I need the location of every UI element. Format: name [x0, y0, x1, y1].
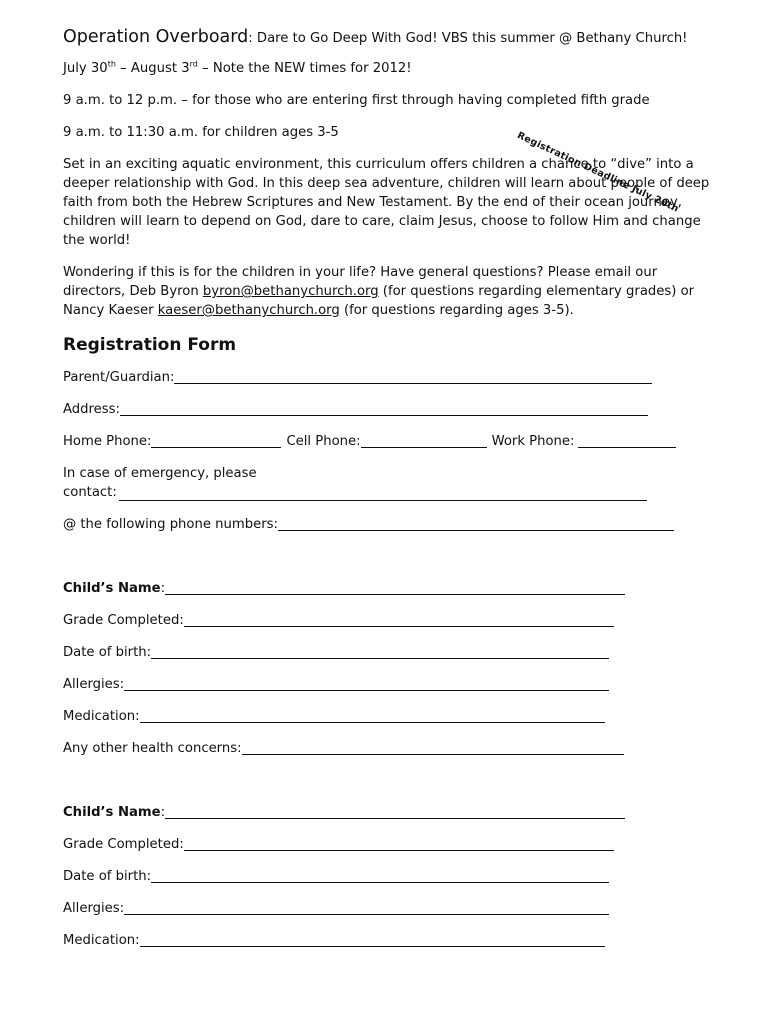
curriculum-description: Set in an exciting aquatic environment, this curriculum offers children a chance to “dive” into a deeper relationship with God. In this deep sea adventure, children will learn about people of deep faith from both the Hebrew Scriptures and New Testament. By the end of their ocean journey, children will learn to depend on God, dare to care, claim Jesus, choose to follow Him and change the world! [63, 157, 710, 248]
event-dates: July 30th – August 3rd – Note the NEW times for 2012! [63, 59, 412, 76]
child-1-health-label: Any other health concerns: [63, 741, 242, 756]
child-1-name-row: Child’s Name : [63, 579, 713, 598]
child-1-name-field[interactable] [165, 580, 625, 595]
child-2-name-row: Child’s Name : [63, 803, 713, 822]
contact-paragraph: Wondering if this is for the children in your life? Have general questions? Please email our directors, Deb Byron byron@bethanychurch.org (for questions regarding elementary grades) or Nancy Kaeser kaeser@bethanychurch.org (for questions regarding ages 3-5). [63, 265, 695, 318]
emergency-contact-label: In case of emergency, please contact: [63, 466, 257, 500]
emergency-contact-field[interactable] [119, 486, 647, 501]
child-2-medication-row [63, 931, 713, 950]
child-1-medication-label: Medication: [63, 709, 140, 724]
home-phone-field[interactable] [151, 433, 281, 448]
phones-row [63, 432, 713, 451]
address-label: Address: [63, 402, 120, 417]
work-phone-field[interactable] [578, 433, 676, 448]
child-1-dob-label: Date of birth: [63, 645, 152, 660]
child-1-grade-field[interactable] [184, 612, 614, 627]
phone-numbers-label: @ the following phone numbers: [63, 517, 278, 532]
child-2-dob-label: Date of birth: [63, 869, 152, 884]
child-1-health-field[interactable] [242, 740, 624, 755]
child-1-dob-field[interactable] [151, 644, 609, 659]
child-2-allergies-row [63, 899, 713, 918]
child-1-grade-row [63, 611, 713, 630]
child-2-medication-label: Medication: [63, 933, 140, 948]
event-tagline: : Dare to Go Deep With God! VBS this summer @ Bethany Church! [248, 31, 688, 46]
child-2-dob-field[interactable] [151, 868, 609, 883]
event-name: Operation Overboard [63, 27, 249, 47]
vbs-flyer-page [63, 28, 713, 963]
child-2-allergies-field[interactable] [124, 900, 609, 915]
child-1-section [63, 579, 713, 758]
email-link-byron[interactable]: byron@bethanychurch.org [202, 284, 379, 299]
cell-phone-field[interactable] [361, 433, 487, 448]
parent-guardian-row [63, 368, 713, 387]
phone-numbers-row [63, 515, 713, 534]
child-1-medication-row [63, 707, 713, 726]
child-2-name-field[interactable] [165, 804, 625, 819]
home-phone-label: Home Phone: [63, 434, 152, 449]
flyer-title [63, 28, 713, 48]
child-1-grade-label: Grade Completed: [63, 613, 184, 628]
child-2-grade-row [63, 835, 713, 854]
time-elementary: 9 a.m. to 12 p.m. – for those who are entering first through having completed fifth grade [63, 93, 650, 108]
address-field[interactable] [120, 401, 648, 416]
child-1-medication-field[interactable] [140, 708, 605, 723]
child-2-medication-field[interactable] [140, 932, 605, 947]
child-1-allergies-row [63, 675, 713, 694]
work-phone-label: Work Phone: [491, 434, 575, 449]
child-1-allergies-field[interactable] [124, 676, 609, 691]
child-2-section [63, 803, 713, 950]
child-2-dob-row [63, 867, 713, 886]
child-2-allergies-label: Allergies: [63, 901, 125, 916]
child-2-grade-label: Grade Completed: [63, 837, 184, 852]
registration-form-heading: Registration Form [63, 335, 237, 355]
cell-phone-label: Cell Phone: [286, 434, 361, 449]
parent-guardian-field[interactable] [174, 369, 652, 384]
child-1-allergies-label: Allergies: [63, 677, 125, 692]
child-1-name-label: Child’s Name [63, 581, 161, 596]
address-row [63, 400, 713, 419]
phone-numbers-field[interactable] [278, 516, 674, 531]
time-preschool: 9 a.m. to 11:30 a.m. for children ages 3-5 [63, 125, 339, 140]
registration-deadline-stamp: Registration Deadline July 20th [515, 130, 681, 215]
parent-guardian-label: Parent/Guardian: [63, 370, 175, 385]
child-1-dob-row [63, 643, 713, 662]
child-1-health-row [63, 739, 713, 758]
child-2-grade-field[interactable] [184, 836, 614, 851]
child-2-name-label: Child’s Name [63, 805, 161, 820]
email-link-kaeser[interactable]: kaeser@bethanychurch.org [157, 303, 340, 318]
